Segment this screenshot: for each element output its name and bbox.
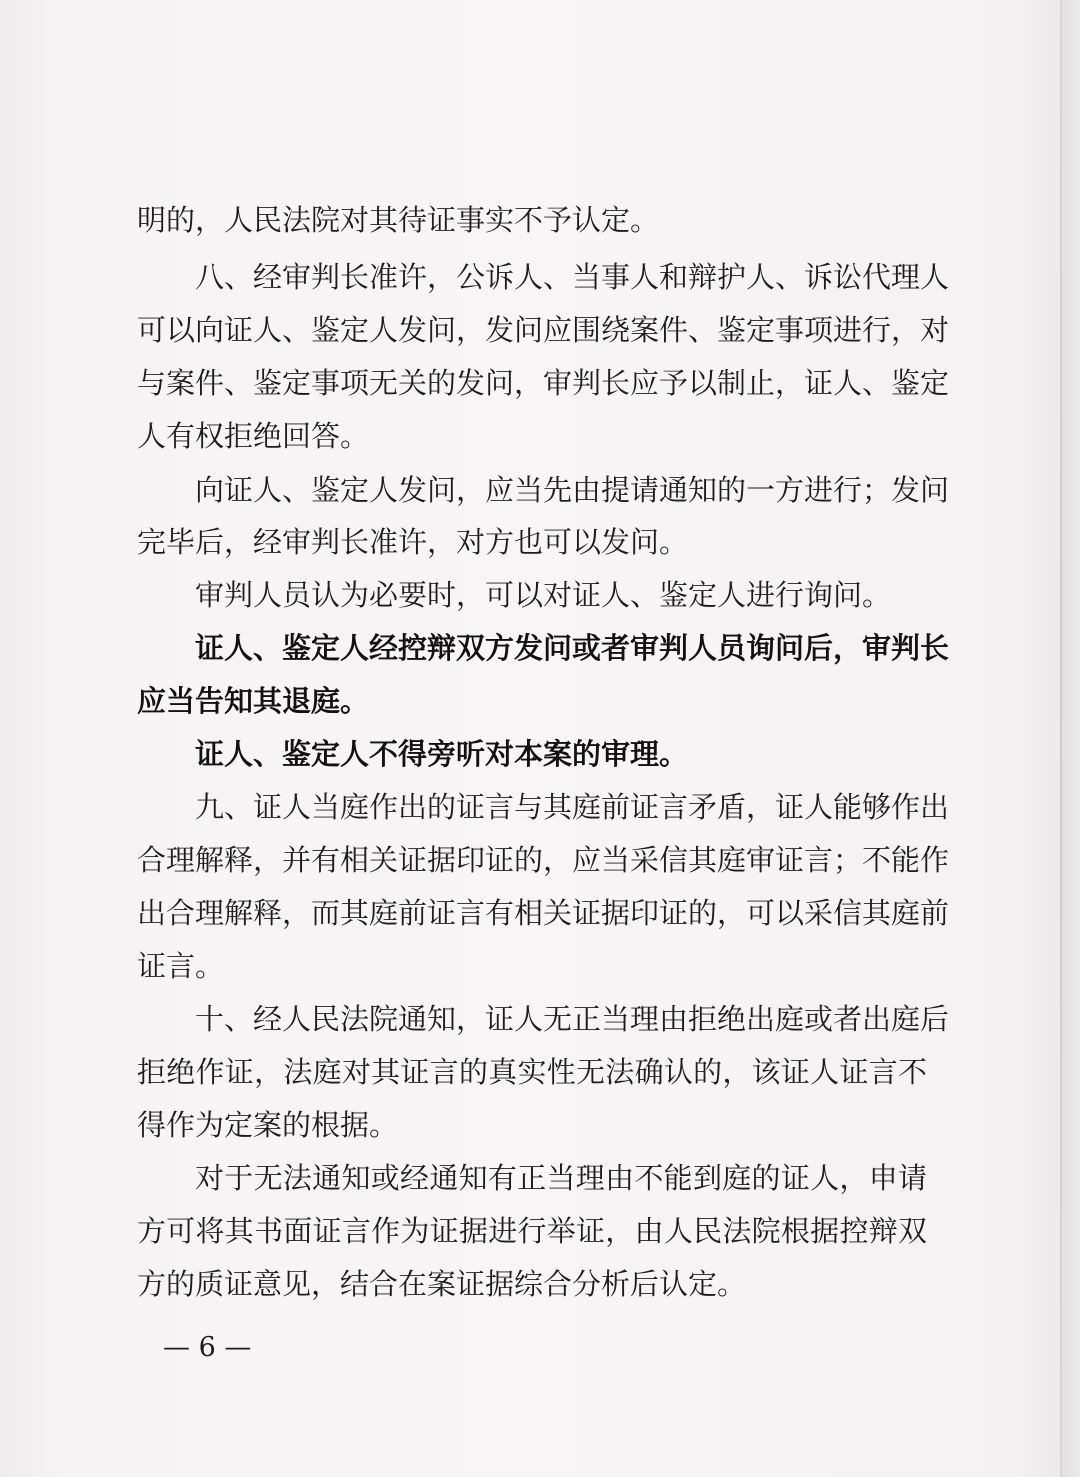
page-number: — 6 — [163, 1332, 252, 1363]
text-line-5: 人有权拒绝回答。 [137, 419, 370, 453]
text-line-4: 与案件、鉴定事项无关的发问，审判长应予以制止，证人、鉴定 [137, 366, 950, 400]
text-line-7: 完毕后，经审判长准许，对方也可以发问。 [137, 525, 689, 559]
text-line-18: 得作为定案的根据。 [137, 1108, 399, 1142]
text-line-21: 方的质证意见，结合在案证据综合分析后认定。 [137, 1267, 747, 1301]
text-line-19: 对于无法通知或经通知有正当理由不能到庭的证人，申请 [195, 1161, 927, 1195]
text-line-20: 方可将其书面证言作为证据进行举证，由人民法院根据控辩双 [137, 1214, 927, 1248]
text-line-13: 合理解释，并有相关证据印证的，应当采信其庭审证言；不能作 [137, 843, 950, 877]
text-line-14: 出合理解释，而其庭前证言有相关证据印证的，可以采信其庭前 [137, 896, 950, 930]
text-line-16: 十、经人民法院通知，证人无正当理由拒绝出庭或者出庭后 [195, 1002, 950, 1036]
text-line-2: 八、经审判长准许，公诉人、当事人和辩护人、诉讼代理人 [195, 260, 950, 294]
text-line-9: 证人、鉴定人经控辩双方发问或者审判人员询问后，审判长 [195, 631, 950, 665]
text-line-10: 应当告知其退庭。 [137, 684, 370, 718]
text-line-3: 可以向证人、鉴定人发问，发问应围绕案件、鉴定事项进行，对 [137, 313, 950, 347]
text-line-8: 审判人员认为必要时，可以对证人、鉴定人进行询问。 [195, 578, 892, 612]
page-edge-shadow [1062, 0, 1080, 1477]
text-line-17: 拒绝作证，法庭对其证言的真实性无法确认的，该证人证言不 [137, 1055, 927, 1089]
text-line-6: 向证人、鉴定人发问，应当先由提请通知的一方进行；发问 [195, 473, 950, 507]
text-line-15: 证言。 [137, 949, 225, 983]
text-line-11: 证人、鉴定人不得旁听对本案的审理。 [195, 737, 689, 771]
page-edge-line [1060, 0, 1062, 1477]
text-line-12: 九、证人当庭作出的证言与其庭前证言矛盾，证人能够作出 [195, 790, 950, 824]
text-line-1: 明的，人民法院对其待证事实不予认定。 [137, 203, 660, 237]
